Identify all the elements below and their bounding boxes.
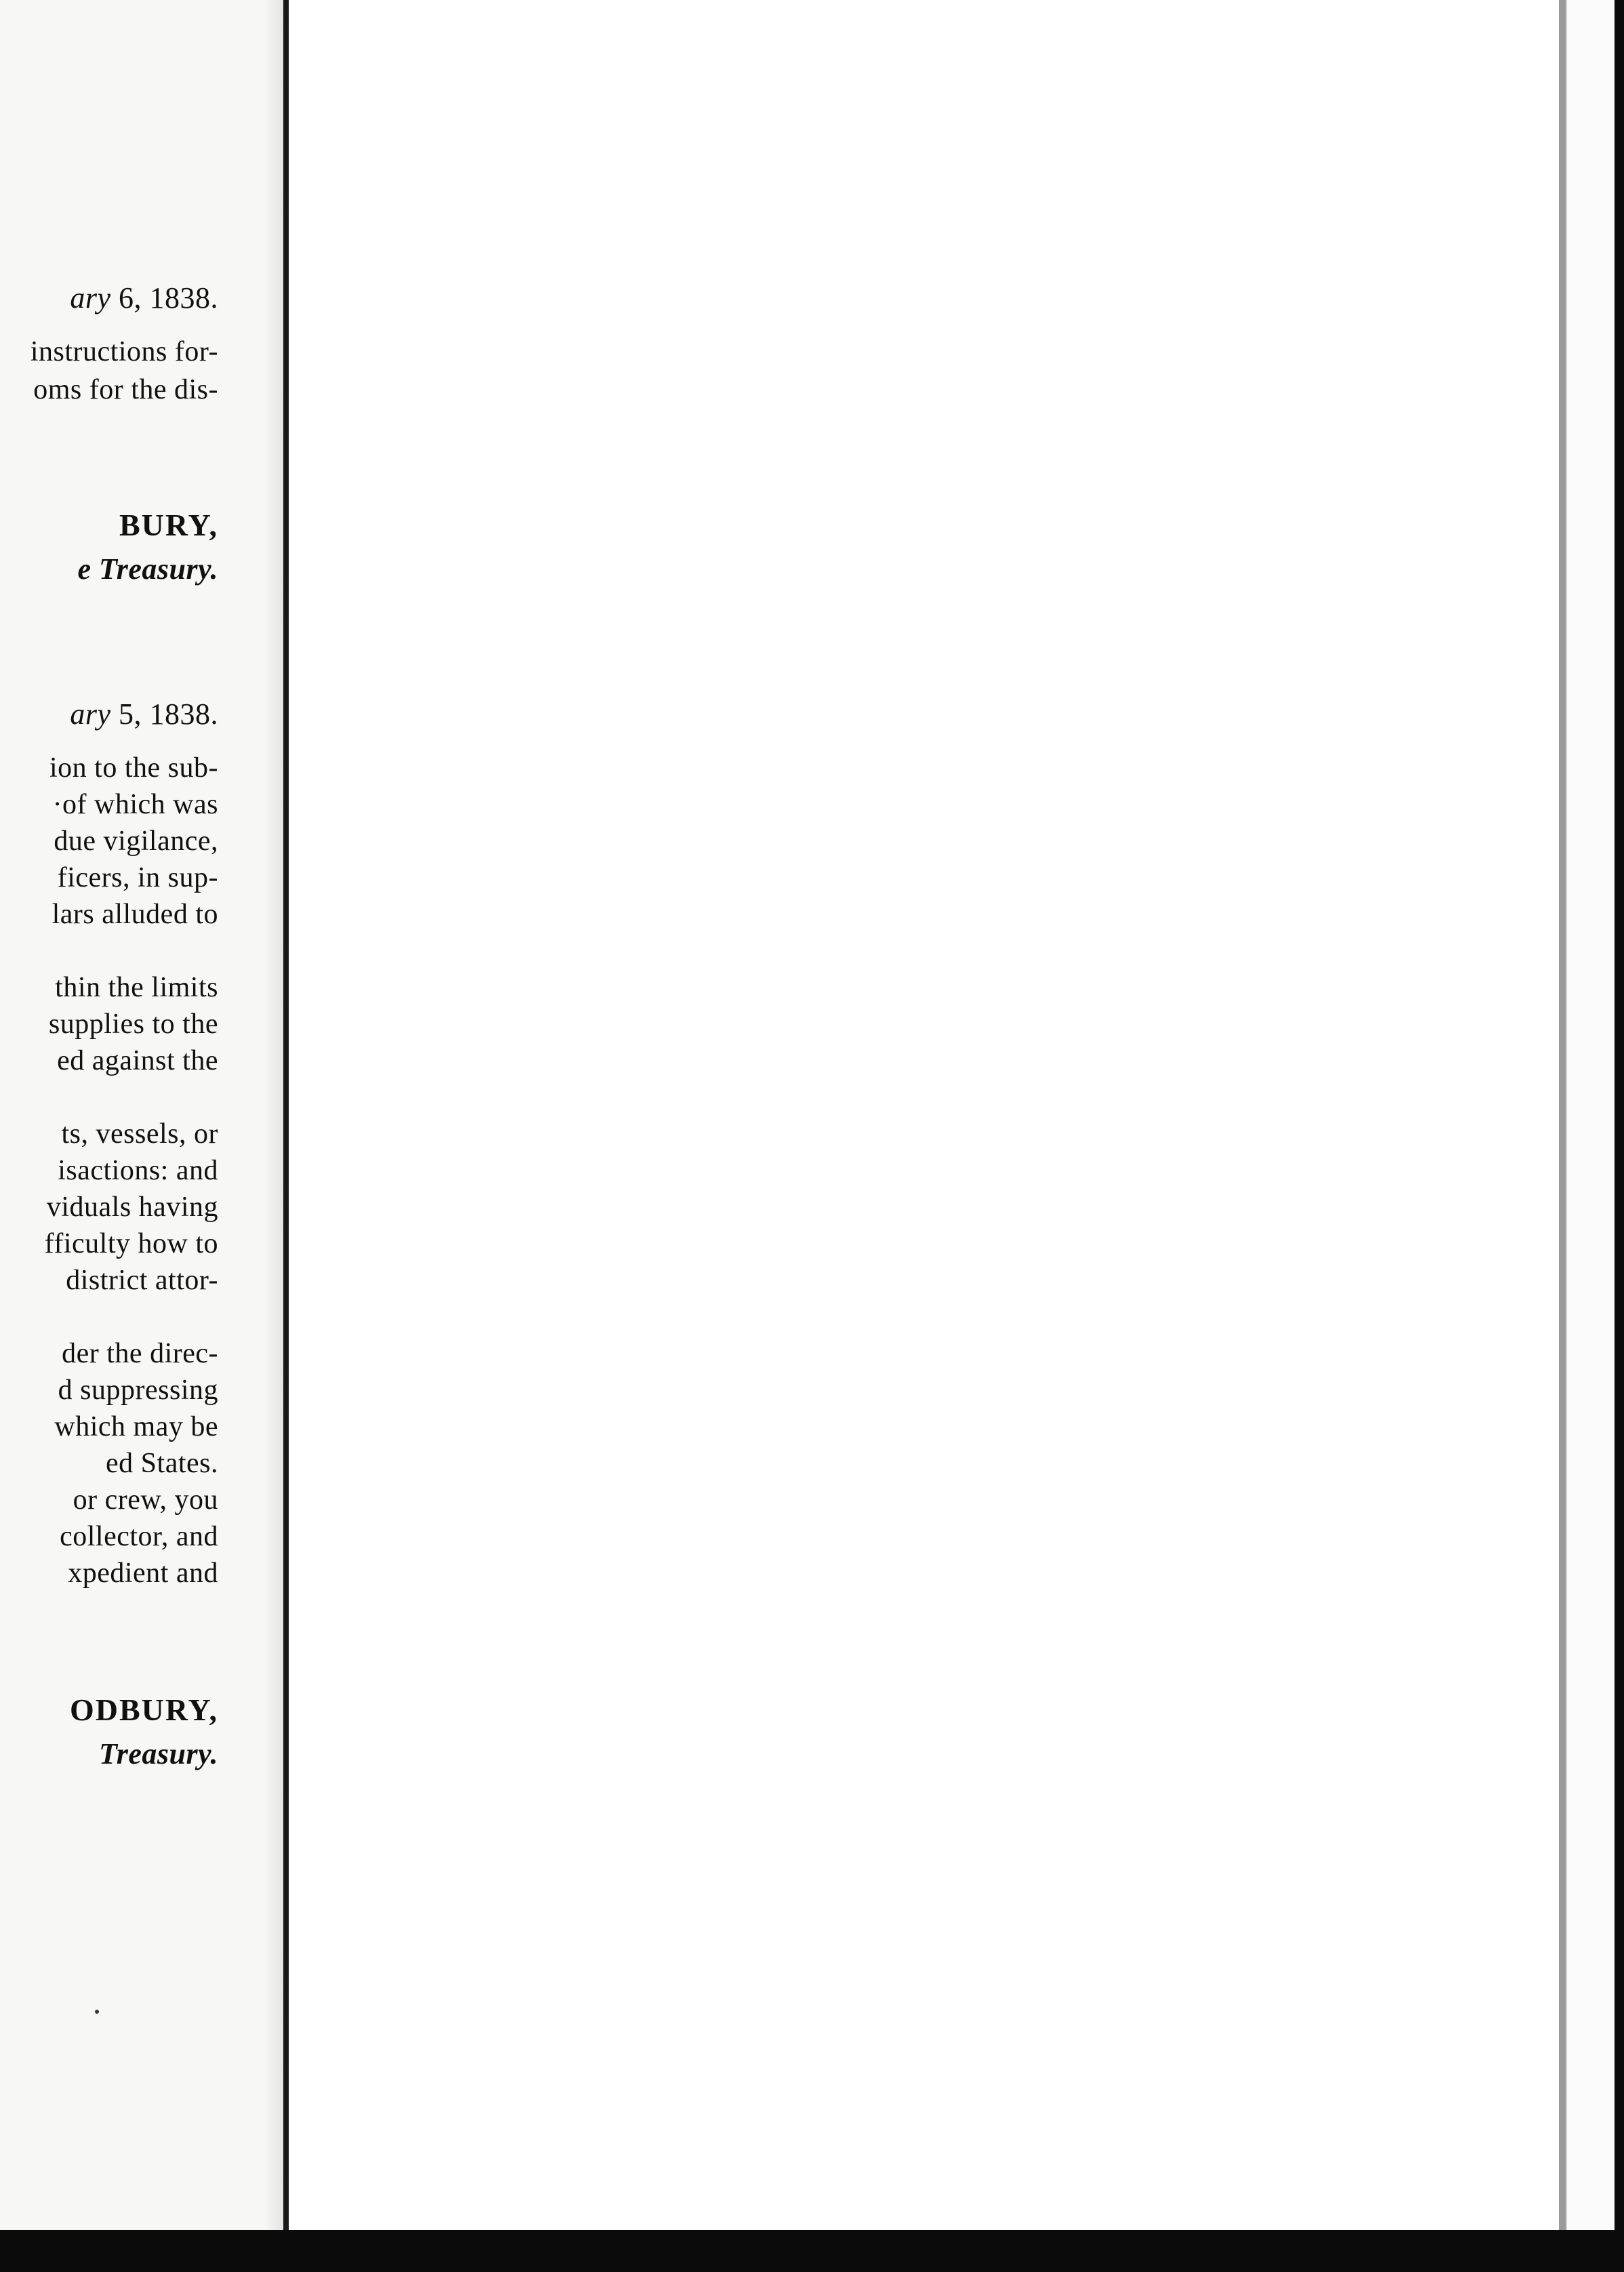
letter-1-date [70,283,218,313]
letter-2-date-month: ary [70,697,111,731]
letter-2-signature-name: ODBURY, [69,1692,218,1727]
letter-2-body-line: supplies to the [48,1009,218,1040]
letter-2-body-line: ed States. [106,1448,218,1479]
letter-2-body-line: collector, and [60,1521,218,1552]
letter-1-date-day-year: 6, 1838. [110,281,218,315]
letter-1-signature-name: BURY, [119,508,218,542]
letter-2-body-line: due vigilance, [54,826,218,857]
letter-2-body-line: lars alluded to [52,899,218,930]
ink-speck [95,2010,99,2014]
letter-2-body-line: ficers, in sup- [57,862,218,893]
letter-2-body-line: or crew, you [73,1484,218,1516]
letter-2-body-line: ts, vessels, or [61,1118,218,1150]
letter-2-body-line: fficulty how to [44,1228,218,1259]
letter-2-body-line: thin the limits [55,972,218,1003]
letter-2-body-line: xpedient and [68,1558,218,1589]
letter-2-body-line: ·of which was [52,789,218,820]
letter-1-signature-title: e Treasury. [77,552,218,586]
letter-2-body-line: viduals having [46,1192,218,1223]
letter-2-date-day-year: 5, 1838. [110,697,218,731]
letter-2-body-line: ion to the sub- [49,752,218,784]
letter-2-body-line: district attor- [66,1265,218,1296]
letter-2-date [70,699,218,729]
letter-1-body-line: instructions for- [30,336,218,367]
next-leaf-edge [1566,0,1615,2230]
letter-2-body-line: ed against the [57,1045,218,1076]
letter-1-body-line: oms for the dis- [33,374,218,405]
letter-1-date-month: ary [70,281,111,315]
letter-2-body-line: which may be [54,1411,218,1442]
left-page-fragment [0,0,283,2272]
book-gutter [283,0,289,2230]
blank-right-page [289,0,1564,2230]
letter-2-body-line: isactions: and [58,1155,218,1186]
letter-2-signature-title: Treasury. [98,1737,218,1770]
letter-2-body-line: der the direc- [62,1338,218,1369]
page-edge-shadow [1559,0,1566,2230]
scan-border [0,2230,1624,2272]
letter-2-body-line: d suppressing [58,1375,218,1406]
